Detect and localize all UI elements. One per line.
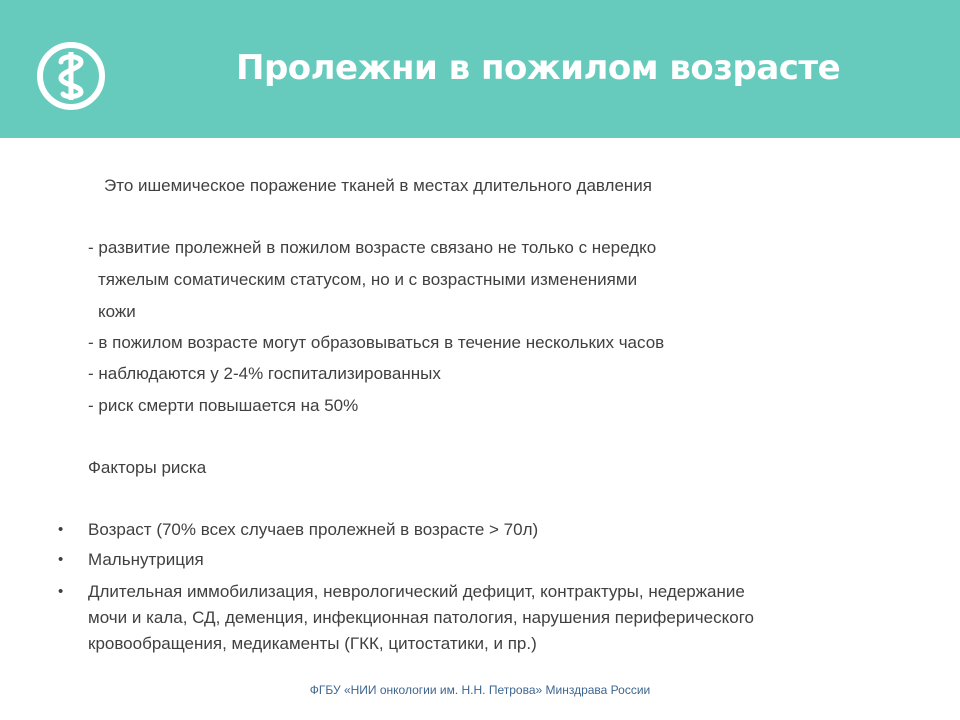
slide-header	[0, 0, 960, 138]
bullet-marker: •	[58, 551, 64, 568]
bullet-marker: •	[58, 521, 64, 538]
fact-line: - риск смерти повышается на 50%	[88, 396, 359, 415]
risk-factor-item-continued: кровообращения, медикаменты (ГКК, цитостатики, и пр.)	[88, 634, 537, 653]
fact-line: - развитие пролежней в пожилом возрасте связано не только с нередко	[88, 238, 657, 257]
risk-factor-item-continued: мочи и кала, СД, деменция, инфекционная патология, нарушения периферического	[88, 608, 754, 627]
fact-line: кожи	[98, 302, 136, 321]
risk-factor-item: Длительная иммобилизация, неврологический дефицит, контрактуры, недержание	[88, 582, 745, 601]
risk-factors-heading: Факторы риска	[88, 458, 207, 477]
fact-line: - наблюдаются у 2-4% госпитализированных	[88, 364, 441, 383]
risk-factor-item: Возраст (70% всех случаев пролежней в возрасте > 70л)	[88, 520, 539, 539]
fact-line: - в пожилом возрасте могут образовываться в течение нескольких часов	[88, 333, 665, 352]
risk-factor-item: Мальнутриция	[88, 550, 204, 569]
bullet-marker: •	[58, 583, 64, 600]
fact-line: тяжелым соматическим статусом, но и с возрастными изменениями	[98, 270, 638, 289]
slide-title: Пролежни в пожилом возрасте	[236, 48, 841, 88]
caduceus-icon	[35, 40, 107, 112]
footer-institution: ФГБУ «НИИ онкологии им. Н.Н. Петрова» Минздрава России	[309, 683, 651, 697]
definition-text: Это ишемическое поражение тканей в местах длительного давления	[104, 176, 653, 195]
